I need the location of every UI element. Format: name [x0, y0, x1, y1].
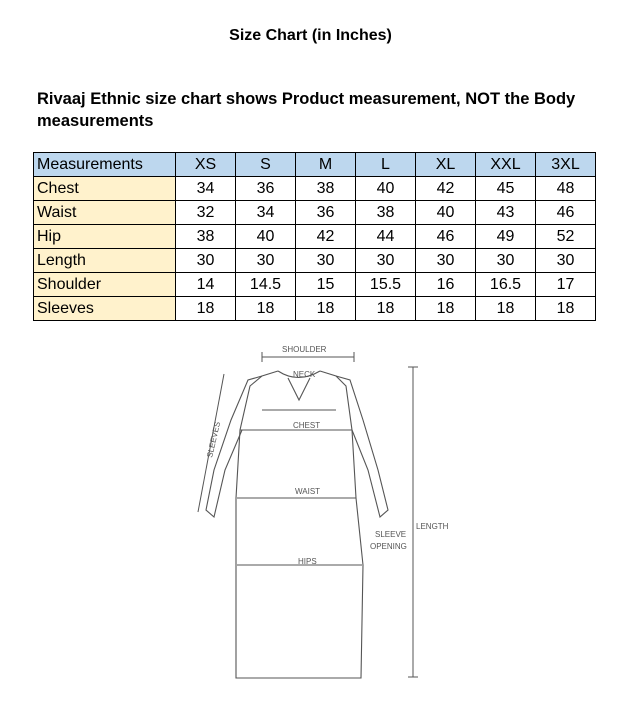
- table-cell: 18: [356, 297, 416, 321]
- row-label: Shoulder: [34, 273, 176, 297]
- table-cell: 38: [356, 201, 416, 225]
- table-cell: 30: [296, 249, 356, 273]
- table-cell: 16: [416, 273, 476, 297]
- header-size-m: M: [296, 153, 356, 177]
- page-title: Size Chart (in Inches): [229, 27, 392, 44]
- label-hips: HIPS: [298, 557, 317, 566]
- table-cell: 15: [296, 273, 356, 297]
- table-cell: 49: [476, 225, 536, 249]
- label-waist: WAIST: [295, 487, 321, 496]
- label-sleeve-opening-line1: SLEEVE: [375, 530, 407, 539]
- table-cell: 30: [536, 249, 596, 273]
- table-cell: 34: [236, 201, 296, 225]
- table-cell: 14: [176, 273, 236, 297]
- table-cell: 44: [356, 225, 416, 249]
- header-size-3xl: 3XL: [536, 153, 596, 177]
- table-cell: 42: [296, 225, 356, 249]
- table-cell: 16.5: [476, 273, 536, 297]
- row-label: Waist: [34, 201, 176, 225]
- table-cell: 46: [416, 225, 476, 249]
- label-chest: CHEST: [293, 421, 321, 430]
- header-size-xl: XL: [416, 153, 476, 177]
- table-cell: 30: [176, 249, 236, 273]
- table-cell: 38: [296, 177, 356, 201]
- table-cell: 30: [356, 249, 416, 273]
- table-cell: 18: [236, 297, 296, 321]
- table-cell: 14.5: [236, 273, 296, 297]
- row-label: Sleeves: [34, 297, 176, 321]
- table-cell: 17: [536, 273, 596, 297]
- table-cell: 18: [476, 297, 536, 321]
- table-cell: 43: [476, 201, 536, 225]
- table-cell: 45: [476, 177, 536, 201]
- table-cell: 40: [356, 177, 416, 201]
- table-cell: 18: [416, 297, 476, 321]
- table-cell: 36: [236, 177, 296, 201]
- table-cell: 30: [476, 249, 536, 273]
- label-shoulder: SHOULDER: [282, 345, 327, 354]
- table-cell: 52: [536, 225, 596, 249]
- label-sleeve-opening-line2: OPENING: [370, 542, 407, 551]
- table-cell: 34: [176, 177, 236, 201]
- table-cell: 15.5: [356, 273, 416, 297]
- row-label: Length: [34, 249, 176, 273]
- header-measurements: Measurements: [34, 153, 176, 177]
- header-size-s: S: [236, 153, 296, 177]
- header-size-xs: XS: [176, 153, 236, 177]
- table-cell: 40: [236, 225, 296, 249]
- dress-outline: [206, 371, 388, 678]
- table-cell: 32: [176, 201, 236, 225]
- header-size-xxl: XXL: [476, 153, 536, 177]
- table-cell: 30: [236, 249, 296, 273]
- measurement-note: Rivaaj Ethnic size chart shows Product measurement, NOT the Body measurements: [37, 90, 576, 130]
- table-cell: 40: [416, 201, 476, 225]
- table-cell: 18: [296, 297, 356, 321]
- header-size-l: L: [356, 153, 416, 177]
- table-cell: 30: [416, 249, 476, 273]
- table-cell: 38: [176, 225, 236, 249]
- label-neck: NECK: [293, 370, 316, 379]
- table-cell: 42: [416, 177, 476, 201]
- row-label: Chest: [34, 177, 176, 201]
- table-cell: 46: [536, 201, 596, 225]
- table-cell: 48: [536, 177, 596, 201]
- row-label: Hip: [34, 225, 176, 249]
- label-sleeves: SLEEVES: [205, 420, 223, 459]
- table-cell: 36: [296, 201, 356, 225]
- table-cell: 18: [176, 297, 236, 321]
- label-length: LENGTH: [416, 522, 449, 531]
- dimension-lines: [198, 352, 418, 677]
- table-cell: 18: [536, 297, 596, 321]
